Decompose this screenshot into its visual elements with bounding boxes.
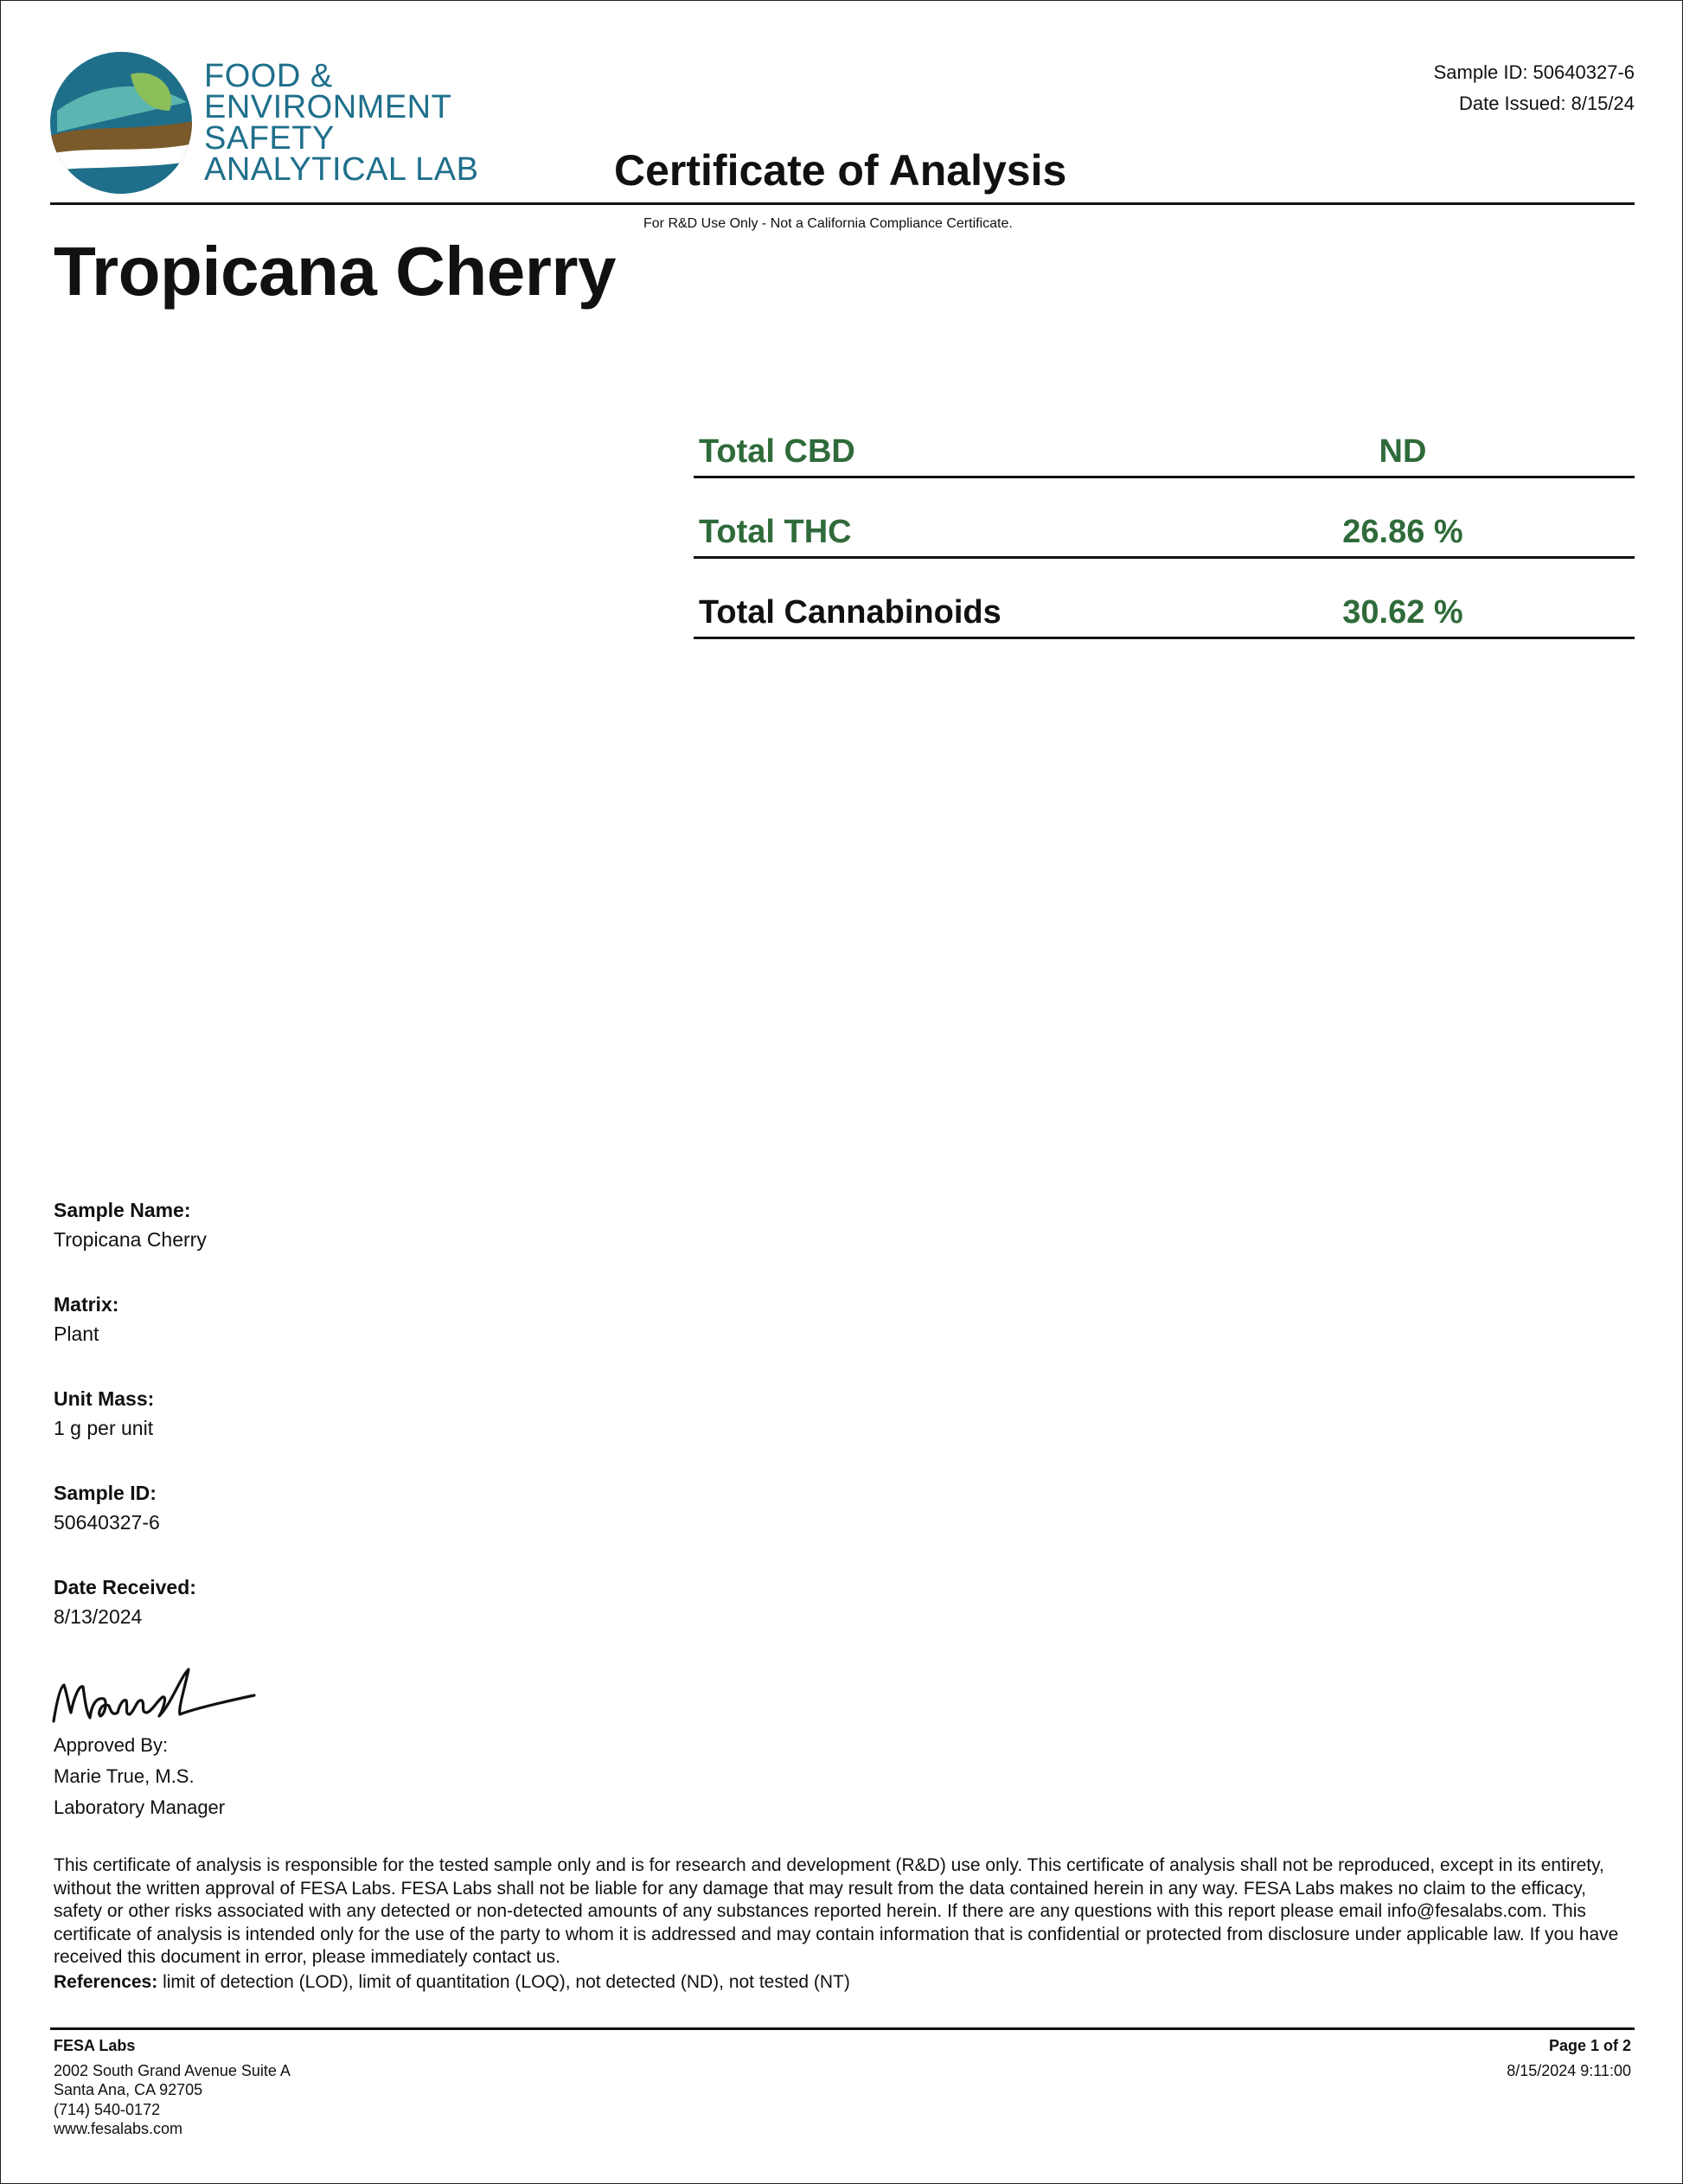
logo-line: ANALYTICAL LAB	[204, 151, 479, 188]
field-value: 8/13/2024	[54, 1605, 143, 1628]
logo-line: ENVIRONMENT	[204, 89, 452, 125]
footer-lab-name: FESA Labs	[54, 2037, 136, 2054]
certificate-title: Certificate of Analysis	[614, 146, 1067, 195]
footer-address	[54, 2036, 291, 2139]
footer-website: www.fesalabs.com	[54, 2120, 183, 2137]
field-value: Plant	[54, 1323, 99, 1345]
page-number: Page 1 of 2	[1548, 2037, 1631, 2054]
approver-name: Marie True, M.S.	[54, 1765, 195, 1787]
sample-info	[54, 1195, 573, 1667]
field-label: Sample Name:	[54, 1199, 191, 1221]
signature-image	[50, 1661, 258, 1730]
product-title: Tropicana Cherry	[54, 233, 617, 310]
references-text: limit of detection (LOD), limit of quantitation (LOQ), not detected (ND), not tested (NT)	[157, 1972, 850, 1992]
field-value: Tropicana Cherry	[54, 1228, 207, 1251]
footer-address-line: 2002 South Grand Avenue Suite A	[54, 2061, 291, 2079]
field-label: Sample ID:	[54, 1482, 157, 1504]
disclaimer-text: This certificate of analysis is responsible for the tested sample only and is for research and development (R&D) use only. This certificate of analysis shall not be reproduced, except in its entirety, without the written approval of FESA Labs. FESA Labs shall not be liable for any damage that may result from the data contained herein in any way. FESA Labs makes no claim to the efficacy, safety or other risks associated with any detected or non-detected amounts of any substances reported herein. If there are any questions with this report please email info@fesalabs.com. This certificate of analysis is intended only for the use of the party to whom it is addressed and may contain information that is confidential or protected from disclosure under applicable law. If you have received this document in error, please immediately contact us.	[54, 1855, 1619, 1967]
approval-block	[54, 1730, 225, 1823]
summary-value: 26.86 %	[1342, 514, 1463, 550]
compliance-note: For R&D Use Only - Not a California Compliance Certificate.	[643, 216, 1013, 231]
summary-row	[694, 478, 1635, 559]
print-timestamp: 8/15/2024 9:11:00	[1507, 2061, 1631, 2079]
footer-phone: (714) 540-0172	[54, 2100, 161, 2118]
footer-page-info	[1507, 2036, 1631, 2080]
logo-line: SAFETY	[204, 120, 335, 157]
summary-label: Total Cannabinoids	[699, 594, 1001, 631]
field-value: 1 g per unit	[54, 1417, 154, 1439]
info-field	[54, 1384, 573, 1478]
info-field	[54, 1478, 573, 1572]
approved-by-label: Approved By:	[54, 1734, 169, 1756]
summary-row	[694, 398, 1635, 478]
field-label: Matrix:	[54, 1293, 119, 1316]
logo-wordmark	[204, 58, 479, 188]
summary-label: Total CBD	[699, 433, 855, 470]
summary-value: ND	[1379, 433, 1427, 470]
info-field	[54, 1572, 573, 1667]
references-line	[54, 1972, 850, 1993]
header-meta	[1434, 57, 1635, 119]
date-issued: Date Issued: 8/15/24	[1458, 93, 1635, 114]
field-label: Unit Mass:	[54, 1387, 155, 1410]
references-label: References:	[54, 1972, 158, 1992]
summary-value: 30.62 %	[1342, 594, 1463, 631]
approver-role: Laboratory Manager	[54, 1797, 226, 1818]
logo-line: FOOD &	[204, 58, 333, 94]
sample-id-header: Sample ID: 50640327-6	[1433, 61, 1635, 83]
summary-row	[694, 559, 1635, 639]
info-field	[54, 1290, 573, 1384]
fesa-logo-icon	[48, 50, 194, 195]
summary-label: Total THC	[699, 514, 852, 550]
footer-divider	[50, 2027, 1635, 2030]
field-value: 50640327-6	[54, 1511, 160, 1534]
header-divider	[50, 202, 1635, 205]
cannabinoid-summary	[694, 398, 1635, 639]
field-label: Date Received:	[54, 1576, 196, 1598]
footer-address-line: Santa Ana, CA 92705	[54, 2081, 203, 2098]
info-field	[54, 1195, 573, 1290]
